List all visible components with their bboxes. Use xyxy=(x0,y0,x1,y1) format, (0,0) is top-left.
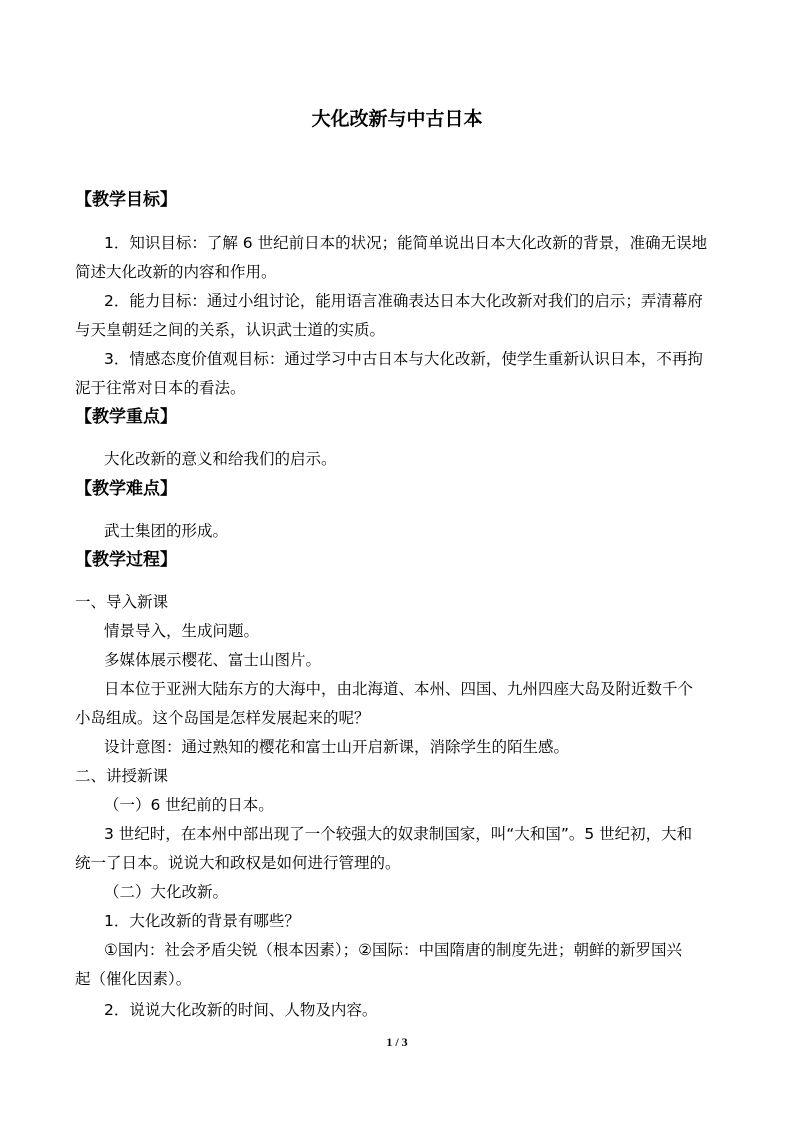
goal-1-line-2: 简述大化改新的内容和作用。 xyxy=(75,263,277,281)
goal-2-line-1: 2．能力目标：通过小组讨论，能用语言准确表达日本大化改新对我们的启示；弄清幕府 xyxy=(104,292,703,310)
difficult-point-text: 武士集团的形成。 xyxy=(104,522,229,540)
subsection-1-title: （一）6 世纪前的日本。 xyxy=(104,796,274,814)
section-heading-key-point: 【教学重点】 xyxy=(75,407,177,427)
subsection-2-title: （二）大化改新。 xyxy=(104,883,229,901)
process-part2-title: 二、讲授新课 xyxy=(75,767,169,785)
question-1-answer-line-1: ①国内：社会矛盾尖锐（根本因素）；②国际：中国隋唐的制度先进；朝鲜的新罗国兴 xyxy=(104,941,683,959)
document-title: 大化改新与中古日本 xyxy=(311,108,483,130)
process-part1-line: 设计意图：通过熟知的樱花和富士山开启新课，消除学生的陌生感。 xyxy=(104,738,570,756)
key-point-text: 大化改新的意义和给我们的启示。 xyxy=(104,450,337,468)
process-part1-line: 日本位于亚洲大陆东方的大海中，由北海道、本州、四国、九州四座大岛及附近数千个 xyxy=(104,680,694,698)
page-number: 1 / 3 xyxy=(386,1035,408,1049)
section-heading-process: 【教学过程】 xyxy=(75,550,177,570)
process-part1-line: 情景导入，生成问题。 xyxy=(104,622,260,640)
question-2: 2．说说大化改新的时间、人物及内容。 xyxy=(104,1001,378,1019)
goal-3-line-1: 3．情感态度价值观目标：通过学习中古日本与大化改新，使学生重新认识日本，不再拘 xyxy=(104,350,703,368)
goal-2-line-2: 与天皇朝廷之间的关系，认识武士道的实质。 xyxy=(75,321,386,339)
process-part1-line: 多媒体展示樱花、富士山图片。 xyxy=(104,651,322,669)
subsection-1-text-line-2: 统一了日本。说说大和政权是如何进行管理的。 xyxy=(75,854,401,872)
process-part1-title: 一、导入新课 xyxy=(75,593,169,611)
question-1-answer-line-2: 起（催化因素）。 xyxy=(75,970,192,988)
goal-3-line-2: 泥于往常对日本的看法。 xyxy=(75,379,246,397)
question-1: 1．大化改新的背景有哪些？ xyxy=(104,912,300,930)
goal-1-line-1: 1．知识目标：了解 6 世纪前日本的状况；能简单说出日本大化改新的背景，准确无误地 xyxy=(104,234,708,252)
section-heading-difficult-point: 【教学难点】 xyxy=(75,479,177,499)
process-part1-line: 小岛组成。这个岛国是怎样发展起来的呢？ xyxy=(75,709,370,727)
subsection-1-text-line-1: 3 世纪时，在本州中部出现了一个较强大的奴隶制国家，叫“大和国”。5 世纪初，大和 xyxy=(104,825,693,843)
section-heading-goals: 【教学目标】 xyxy=(75,190,177,210)
